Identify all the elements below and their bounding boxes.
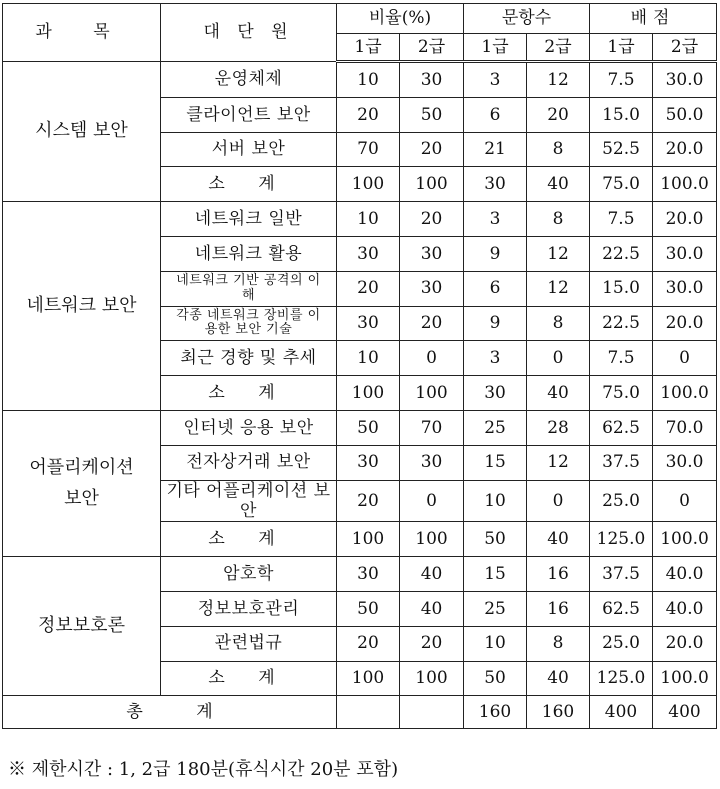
table-row xyxy=(3,62,717,98)
value-ratio-grade2: 40 xyxy=(400,557,464,592)
header-ratio-grade2: 2급 xyxy=(400,34,464,62)
header-points-grade1: 1급 xyxy=(590,34,653,62)
value-questions-grade1: 50 xyxy=(464,522,527,557)
header-questions-grade1: 1급 xyxy=(464,34,527,62)
value-ratio-grade2: 20 xyxy=(400,306,464,341)
value-ratio-grade1: 30 xyxy=(337,445,400,480)
header-unit: 대 단 원 xyxy=(161,4,337,62)
total-ratio-grade1 xyxy=(337,696,400,729)
value-points-grade2: 30.0 xyxy=(653,62,717,98)
value-points-grade1: 75.0 xyxy=(590,167,653,202)
unit-cell: 네트워크 활용 xyxy=(161,236,337,271)
header-points: 배점 xyxy=(590,4,717,34)
subject-cell: 어플리케이션 보안 xyxy=(3,410,161,556)
value-points-grade2: 30.0 xyxy=(653,236,717,271)
table-row xyxy=(3,410,717,445)
value-ratio-grade2: 30 xyxy=(400,445,464,480)
value-questions-grade1: 30 xyxy=(464,167,527,202)
value-points-grade2: 40.0 xyxy=(653,557,717,592)
value-questions-grade2: 16 xyxy=(527,557,590,592)
unit-cell: 소 계 xyxy=(161,376,337,411)
value-ratio-grade2: 20 xyxy=(400,626,464,661)
value-ratio-grade1: 10 xyxy=(337,202,400,237)
value-ratio-grade2: 20 xyxy=(400,202,464,237)
total-row xyxy=(3,696,717,729)
value-points-grade2: 70.0 xyxy=(653,410,717,445)
total-questions-grade2: 160 xyxy=(527,696,590,729)
unit-cell: 기타 어플리케이션 보안 xyxy=(161,480,337,522)
value-points-grade2: 100.0 xyxy=(653,376,717,411)
value-ratio-grade1: 30 xyxy=(337,236,400,271)
value-ratio-grade1: 70 xyxy=(337,132,400,167)
total-points-grade2: 400 xyxy=(653,696,717,729)
value-ratio-grade1: 20 xyxy=(337,626,400,661)
unit-cell: 서버 보안 xyxy=(161,132,337,167)
value-ratio-grade2: 20 xyxy=(400,132,464,167)
value-ratio-grade2: 30 xyxy=(400,62,464,98)
value-points-grade1: 125.0 xyxy=(590,661,653,696)
value-ratio-grade1: 20 xyxy=(337,271,400,306)
header-subject: 과 목 xyxy=(3,4,161,62)
value-questions-grade2: 12 xyxy=(527,62,590,98)
value-points-grade1: 62.5 xyxy=(590,410,653,445)
value-ratio-grade1: 100 xyxy=(337,376,400,411)
value-ratio-grade2: 40 xyxy=(400,591,464,626)
value-questions-grade2: 12 xyxy=(527,445,590,480)
unit-cell: 네트워크 기반 공격의 이해 xyxy=(161,271,337,306)
value-ratio-grade2: 100 xyxy=(400,167,464,202)
value-points-grade2: 20.0 xyxy=(653,202,717,237)
value-questions-grade2: 20 xyxy=(527,97,590,132)
header-points-grade2: 2급 xyxy=(653,34,717,62)
value-points-grade1: 37.5 xyxy=(590,557,653,592)
value-questions-grade2: 8 xyxy=(527,202,590,237)
total-questions-grade1: 160 xyxy=(464,696,527,729)
unit-cell: 관련법규 xyxy=(161,626,337,661)
total-points-grade1: 400 xyxy=(590,696,653,729)
unit-cell: 클라이언트 보안 xyxy=(161,97,337,132)
value-questions-grade2: 8 xyxy=(527,306,590,341)
value-ratio-grade1: 10 xyxy=(337,341,400,376)
value-questions-grade1: 9 xyxy=(464,236,527,271)
value-points-grade1: 15.0 xyxy=(590,271,653,306)
value-questions-grade1: 10 xyxy=(464,626,527,661)
value-points-grade1: 62.5 xyxy=(590,591,653,626)
value-questions-grade1: 25 xyxy=(464,591,527,626)
value-points-grade2: 30.0 xyxy=(653,445,717,480)
unit-cell: 네트워크 일반 xyxy=(161,202,337,237)
header-questions: 문항수 xyxy=(464,4,590,34)
value-points-grade2: 100.0 xyxy=(653,522,717,557)
value-questions-grade2: 40 xyxy=(527,376,590,411)
value-ratio-grade2: 70 xyxy=(400,410,464,445)
value-ratio-grade1: 30 xyxy=(337,306,400,341)
header-questions-grade2: 2급 xyxy=(527,34,590,62)
value-points-grade1: 52.5 xyxy=(590,132,653,167)
value-questions-grade1: 15 xyxy=(464,557,527,592)
unit-cell: 소 계 xyxy=(161,167,337,202)
value-ratio-grade2: 100 xyxy=(400,376,464,411)
value-points-grade2: 20.0 xyxy=(653,132,717,167)
unit-cell: 소 계 xyxy=(161,522,337,557)
value-points-grade1: 75.0 xyxy=(590,376,653,411)
unit-cell: 암호학 xyxy=(161,557,337,592)
total-label: 총 계 xyxy=(3,696,337,729)
value-points-grade1: 7.5 xyxy=(590,62,653,98)
table-body xyxy=(3,62,717,729)
value-questions-grade2: 40 xyxy=(527,522,590,557)
value-questions-grade2: 0 xyxy=(527,341,590,376)
value-ratio-grade1: 20 xyxy=(337,97,400,132)
table-row xyxy=(3,557,717,592)
value-ratio-grade2: 30 xyxy=(400,271,464,306)
value-questions-grade1: 6 xyxy=(464,97,527,132)
value-ratio-grade2: 50 xyxy=(400,97,464,132)
unit-cell: 각종 네트워크 장비를 이용한 보안 기술 xyxy=(161,306,337,341)
value-points-grade1: 125.0 xyxy=(590,522,653,557)
value-questions-grade2: 12 xyxy=(527,271,590,306)
value-ratio-grade1: 10 xyxy=(337,62,400,98)
time-limit-note: ※ 제한시간 : 1, 2급 180분(휴식시간 20분 포함) xyxy=(8,759,399,780)
unit-cell: 정보보호관리 xyxy=(161,591,337,626)
value-questions-grade2: 40 xyxy=(527,661,590,696)
value-ratio-grade1: 50 xyxy=(337,591,400,626)
unit-cell: 소 계 xyxy=(161,661,337,696)
value-points-grade2: 40.0 xyxy=(653,591,717,626)
value-ratio-grade2: 100 xyxy=(400,661,464,696)
value-points-grade2: 100.0 xyxy=(653,167,717,202)
subject-cell: 시스템 보안 xyxy=(3,62,161,202)
value-questions-grade1: 3 xyxy=(464,341,527,376)
value-points-grade1: 15.0 xyxy=(590,97,653,132)
value-questions-grade2: 8 xyxy=(527,132,590,167)
value-questions-grade2: 8 xyxy=(527,626,590,661)
unit-cell: 인터넷 응용 보안 xyxy=(161,410,337,445)
value-points-grade2: 20.0 xyxy=(653,306,717,341)
value-questions-grade2: 0 xyxy=(527,480,590,522)
value-questions-grade2: 28 xyxy=(527,410,590,445)
total-ratio-grade2 xyxy=(400,696,464,729)
value-ratio-grade1: 50 xyxy=(337,410,400,445)
header-ratio: 비율(%) xyxy=(337,4,464,34)
unit-cell: 운영체제 xyxy=(161,62,337,98)
value-questions-grade1: 50 xyxy=(464,661,527,696)
value-points-grade2: 0 xyxy=(653,341,717,376)
header-ratio-grade1: 1급 xyxy=(337,34,400,62)
value-questions-grade1: 15 xyxy=(464,445,527,480)
value-questions-grade1: 3 xyxy=(464,62,527,98)
value-points-grade2: 0 xyxy=(653,480,717,522)
table-row xyxy=(3,202,717,237)
value-ratio-grade1: 20 xyxy=(337,480,400,522)
subject-cell: 정보보호론 xyxy=(3,557,161,696)
value-points-grade2: 30.0 xyxy=(653,271,717,306)
value-ratio-grade2: 100 xyxy=(400,522,464,557)
value-points-grade2: 20.0 xyxy=(653,626,717,661)
value-points-grade1: 22.5 xyxy=(590,236,653,271)
value-ratio-grade2: 30 xyxy=(400,236,464,271)
value-questions-grade1: 6 xyxy=(464,271,527,306)
value-points-grade1: 22.5 xyxy=(590,306,653,341)
value-ratio-grade2: 0 xyxy=(400,341,464,376)
value-points-grade2: 50.0 xyxy=(653,97,717,132)
value-points-grade1: 37.5 xyxy=(590,445,653,480)
unit-cell: 전자상거래 보안 xyxy=(161,445,337,480)
value-points-grade1: 25.0 xyxy=(590,480,653,522)
value-points-grade1: 7.5 xyxy=(590,202,653,237)
value-points-grade1: 7.5 xyxy=(590,341,653,376)
subject-cell: 네트워크 보안 xyxy=(3,202,161,411)
value-questions-grade1: 3 xyxy=(464,202,527,237)
value-ratio-grade1: 100 xyxy=(337,661,400,696)
value-questions-grade1: 9 xyxy=(464,306,527,341)
value-ratio-grade1: 30 xyxy=(337,557,400,592)
value-points-grade2: 100.0 xyxy=(653,661,717,696)
value-points-grade1: 25.0 xyxy=(590,626,653,661)
value-questions-grade1: 21 xyxy=(464,132,527,167)
value-ratio-grade1: 100 xyxy=(337,167,400,202)
exam-structure-table xyxy=(2,3,717,729)
value-questions-grade2: 40 xyxy=(527,167,590,202)
value-questions-grade2: 12 xyxy=(527,236,590,271)
value-ratio-grade1: 100 xyxy=(337,522,400,557)
value-questions-grade2: 16 xyxy=(527,591,590,626)
value-questions-grade1: 25 xyxy=(464,410,527,445)
value-questions-grade1: 30 xyxy=(464,376,527,411)
unit-cell: 최근 경향 및 추세 xyxy=(161,341,337,376)
value-questions-grade1: 10 xyxy=(464,480,527,522)
value-ratio-grade2: 0 xyxy=(400,480,464,522)
